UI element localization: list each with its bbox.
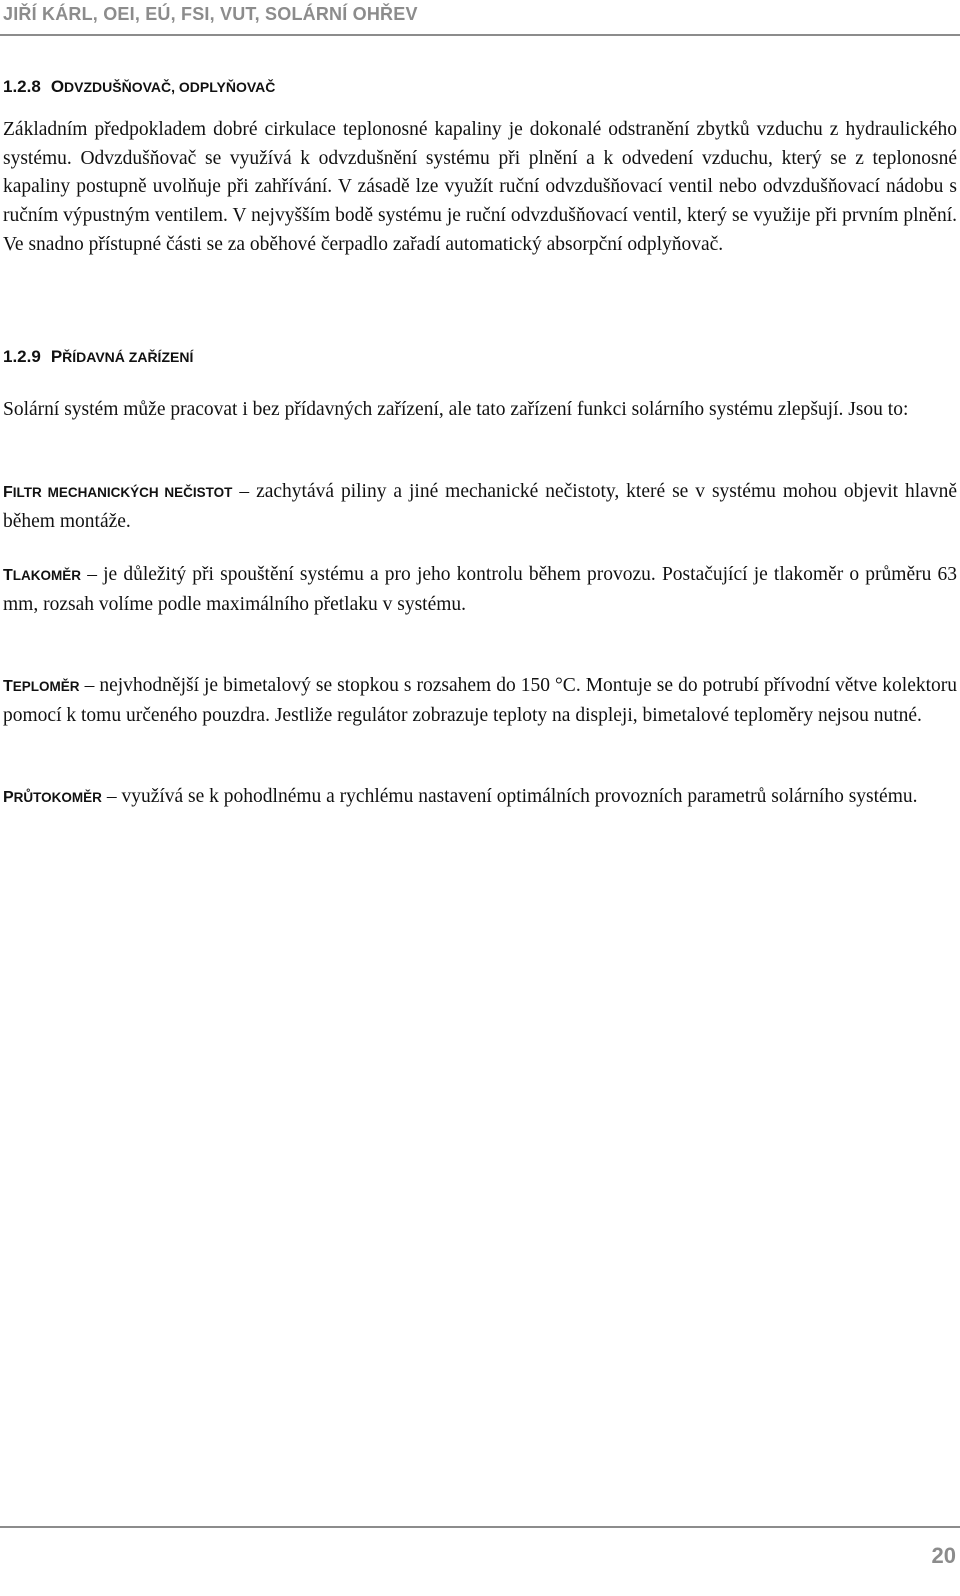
paragraph-deaerator: Základním předpokladem dobré cirkulace teplonosné kapaliny je dokonalé odstranění zbytků vzduchu z hydraulického systému. Odvzdušňovač se využívá k odvzdušnění systému při plnění a k odvedení vzduchu, který se z teplonosné kapaliny postupně uvolňuje při zahřívání. V zásadě lze využít ruční odvzdušňovací ventil nebo odvzdušňovací nádobu s ručním výpustným ventilem. V nejvyšším bodě systému je ruční odvzdušňovací ventil, který se využije při prvním plnění. Ve snadno přístupné části se za oběhové čerpadlo zařadí automatický absorpční odplyňovač. <box>3 119 957 255</box>
running-header: JIŘÍ KÁRL, OEI, EÚ, FSI, VUT, SOLÁRNÍ OHŘEV <box>3 4 418 24</box>
section-title: DVZDUŠŇOVAČ, ODPLYŇOVAČ <box>64 79 276 95</box>
paragraph-pressure-gauge: TLAKOMĚR – je důležitý při spouštění systému a pro jeho kontrolu během provozu. Postačující je tlakoměr o průměru 63 mm, rozsah volíme podle maximálního přetlaku v systému. <box>3 564 957 615</box>
flowmeter-description: využívá se k pohodlnému a rychlému nastavení optimálních provozních parametrů solárního systému. <box>116 786 918 807</box>
paragraph-thermometer: TEPLOMĚR – nejvhodnější je bimetalový se stopkou s rozsahem do 150 °C. Montuje se do potrubí přívodní větve kolektoru pomocí k tomu určeného pouzdra. Jestliže regulátor zobrazuje teploty na displeji, bimetalové teploměry nejsou nutné. <box>3 675 958 726</box>
section-title-initial: O <box>50 77 65 96</box>
section-number: 1.2.9 <box>3 347 41 366</box>
pressure-gauge-description: je důležitý při spouštění systému a pro jeho kontrolu během provozu. Postačující je tlakoměr o průměru 63 mm, rozsah volíme podle maximálního přetlaku v systému. <box>3 564 957 615</box>
filter-description: zachytává piliny a jiné mechanické nečistoty, které se v systému mohou objevit hlavně během montáže. <box>3 481 958 532</box>
page-number: 20 <box>931 1543 956 1568</box>
paragraph-flowmeter: PRŮTOKOMĚR – využívá se k pohodlnému a rychlému nastavení optimálních provozních parametrů solárního systému. <box>3 786 918 807</box>
header-divider <box>0 34 960 36</box>
term-pressure-gauge: TLAKOMĚR <box>3 567 82 584</box>
paragraph-filter: FILTR MECHANICKÝCH NEČISTOT – zachytává piliny a jiné mechanické nečistoty, které se v systému mohou objevit hlavně během montáže. <box>3 481 958 532</box>
term-thermometer: TEPLOMĚR <box>3 678 80 695</box>
section-heading-1-2-9 <box>3 346 193 368</box>
term-filter: FILTR MECHANICKÝCH NEČISTOT <box>3 484 233 501</box>
section-title: ŘÍDAVNÁ ZAŘÍZENÍ <box>62 349 194 365</box>
section-heading-1-2-8 <box>3 76 275 98</box>
section-title-initial: P <box>50 347 63 366</box>
paragraph-intro: Solární systém může pracovat i bez přídavných zařízení, ale tato zařízení funkci solárního systému zlepšují. Jsou to: <box>3 399 909 420</box>
term-flowmeter: PRŮTOKOMĚR <box>3 789 102 806</box>
footer-divider <box>0 1526 960 1528</box>
thermometer-description: nejvhodnější je bimetalový se stopkou s rozsahem do 150 °C. Montuje se do potrubí přívodní větve kolektoru pomocí k tomu určeného pouzdra. Jestliže regulátor zobrazuje teploty na displeji, bimetalové teploměry nejsou nutné. <box>3 675 958 726</box>
section-number: 1.2.8 <box>3 77 41 96</box>
